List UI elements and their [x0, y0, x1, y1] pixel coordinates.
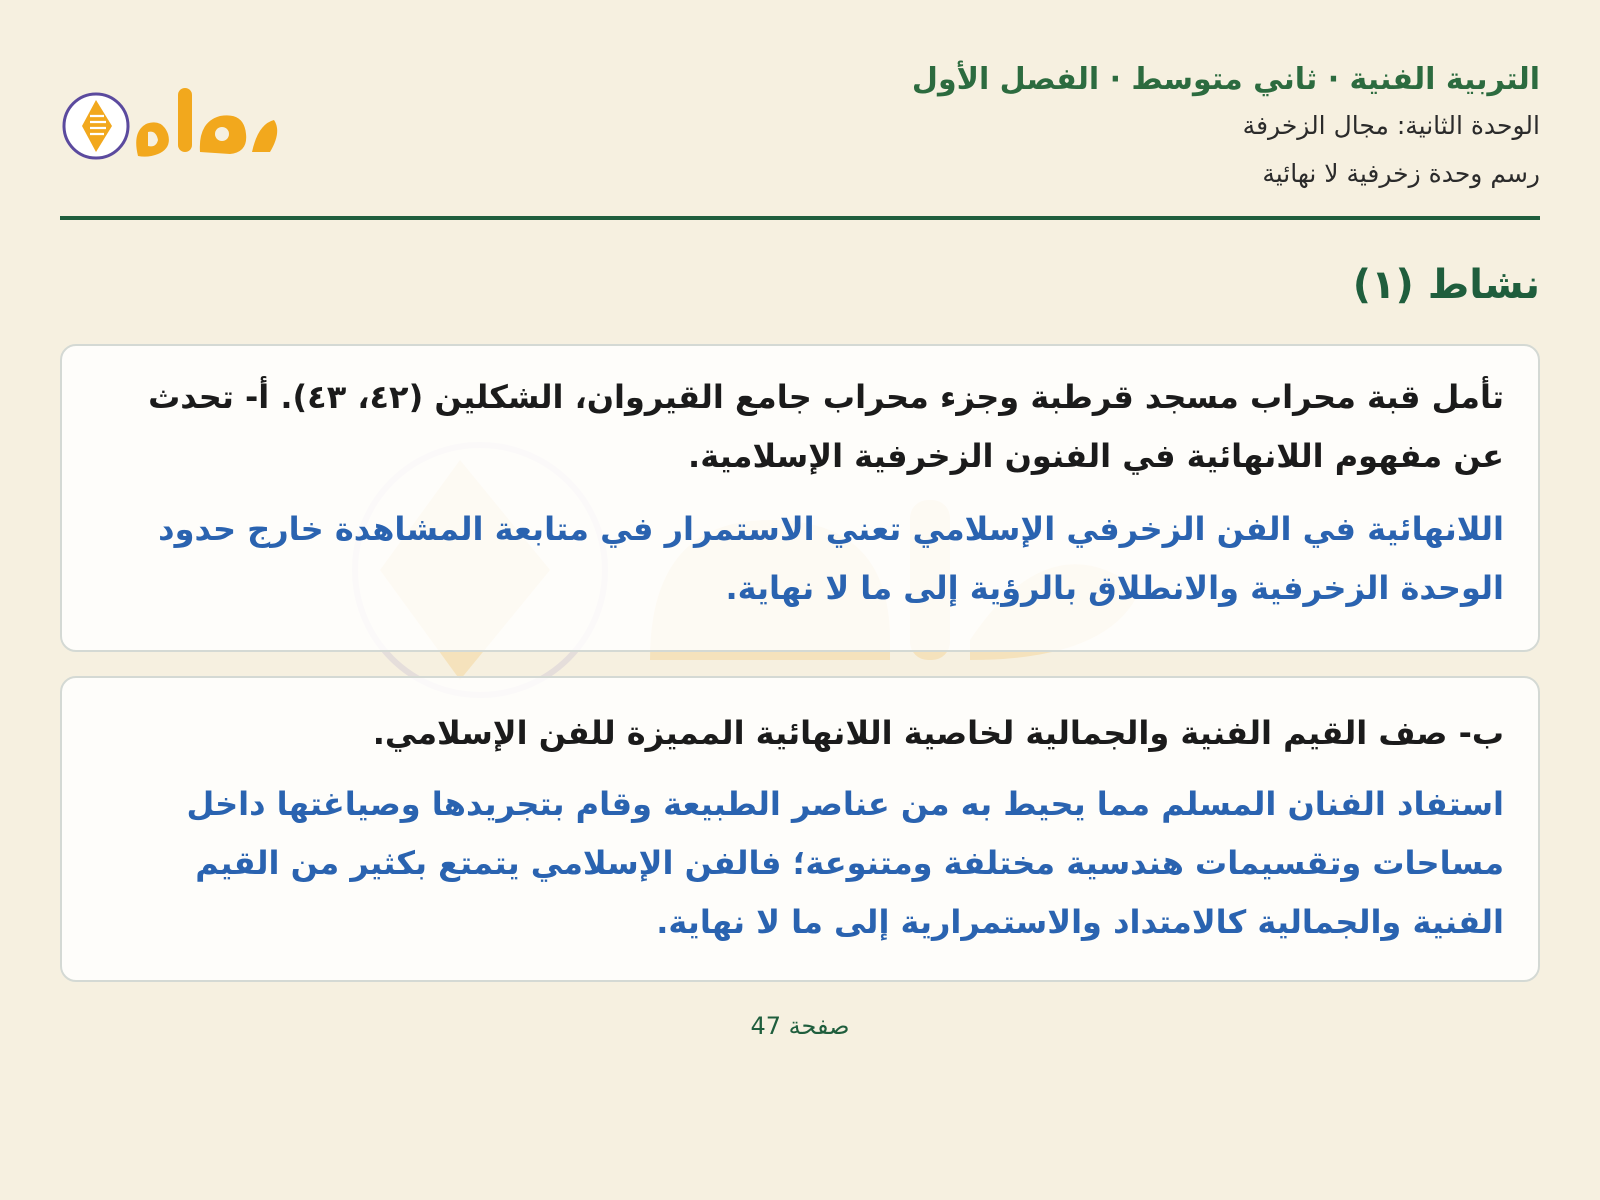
logo	[60, 72, 280, 172]
book-icon	[64, 94, 128, 158]
header-text-block	[912, 58, 1540, 198]
answer-text: اللانهائية في الفن الزخرفي الإسلامي تعني الاستمرار في متابعة المشاهدة خارج حدود الوحدة الزخرفية والانطلاق بالرؤية إلى ما لا نهاية.	[158, 510, 1504, 607]
logo-wordmark	[136, 88, 277, 157]
question-text: تأمل قبة محراب مسجد قرطبة وجزء محراب جامع القيروان، الشكلين (٤٢، ٤٣). أ- تحدث عن مفهوم اللانهائية في الفنون الزخرفية الإسلامية.	[148, 378, 1504, 475]
page-header	[60, 50, 1540, 220]
page-number: صفحة 47	[750, 1012, 850, 1040]
question-text: ب- صف القيم الفنية والجمالية لخاصية اللانهائية المميزة للفن الإسلامي.	[372, 714, 1504, 752]
answer-text: استفاد الفنان المسلم مما يحيط به من عناصر الطبيعة وقام بتجريدها وصياغتها داخل مساحات وتقسيمات هندسية مختلفة ومتنوعة؛ فالفن الإسلامي يتمتع بكثير من القيم الفنية والجمالية كالامتداد والاستمرارية إلى ما لا نهاية.	[186, 785, 1504, 941]
lesson-title: رسم وحدة زخرفية لا نهائية	[1262, 159, 1540, 188]
question-card-2	[60, 676, 1540, 982]
activity-title: نشاط (١)	[1352, 262, 1540, 308]
unit-title: الوحدة الثانية: مجال الزخرفة	[1242, 111, 1540, 140]
course-title: التربية الفنية · ثاني متوسط · الفصل الأول	[911, 62, 1540, 97]
question-card-1	[60, 344, 1540, 652]
